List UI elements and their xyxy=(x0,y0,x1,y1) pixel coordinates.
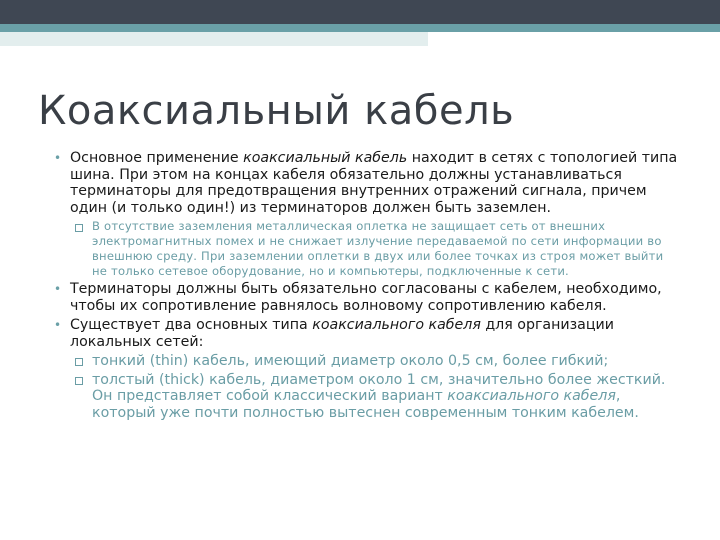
square-bullet-icon xyxy=(75,358,83,366)
top-light-bar xyxy=(0,32,428,46)
slide-title: Коаксиальный кабель xyxy=(38,88,515,134)
bullet-1: • Основное применение коаксиальный кабель находит в сетях с топологией типа шина. При этом на концах кабеля обязательно должны устанавливаться терминаторы для предотвращения внутренних отражений сигнала, причем один (и только один!) из терминаторов должен быть заземлен. xyxy=(54,150,678,216)
top-accent-bar xyxy=(0,24,720,32)
bullet-3-sub-2: толстый (thick) кабель, диаметром около 1 см, значительно более жесткий. Он представляет собой классический вариант коаксиального кабеля, который уже почти полностью вытеснен современным тонким кабелем. xyxy=(38,372,678,422)
bullet-2: • Терминаторы должны быть обязательно согласованы с кабелем, необходимо, чтобы их сопротивление равнялось волновому сопротивлению кабеля. xyxy=(54,281,662,314)
bullet-3-sub-1: тонкий (thin) кабель, имеющий диаметр около 0,5 см, более гибкий; xyxy=(38,353,678,370)
square-bullet-icon xyxy=(75,377,83,385)
slide-content xyxy=(38,150,678,423)
bullet-dot-icon: • xyxy=(54,282,62,296)
square-bullet-icon xyxy=(75,224,83,232)
bullet-dot-icon: • xyxy=(54,318,62,332)
bullet-dot-icon: • xyxy=(54,151,62,165)
top-dark-bar xyxy=(0,0,720,24)
bullet-3: • Существует два основных типа коаксиального кабеля для организации локальных сетей: xyxy=(54,317,614,350)
bullet-1-sub: В отсутствие заземления металлическая оплетка не защищает сеть от внешних электромагнитных помех и не снижает излучение передаваемой по сети информации во внешнюю среду. При заземлении оплетки в двух или более точках из строя может выйти не только сетевое оборудование, но и компьютеры, подключенные к сети. xyxy=(38,219,678,279)
